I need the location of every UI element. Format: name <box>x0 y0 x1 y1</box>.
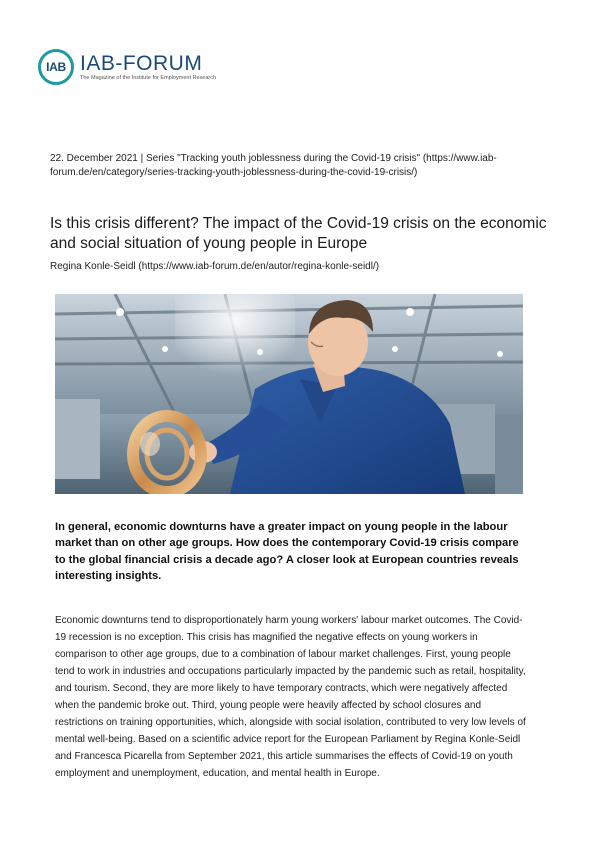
article-meta: 22. December 2021 | Series "Tracking youth joblessness during the Covid-19 crisis" (https://www.iab-forum.de/en/category/series-tracking-youth-joblessness-during-the-covid-19-crisis/) <box>50 153 497 178</box>
hero-image <box>55 294 523 494</box>
article-lead: In general, economic downturns have a greater impact on young people in the labour market than on other age groups. How does the contemporary Covid-19 crisis compare to the global financial crisis a decade ago? A closer look at European countries reveals interesting insights. <box>55 521 519 583</box>
logo-subtitle: The Magazine of the Institute for Employment Research <box>80 74 217 81</box>
iab-logo-icon <box>38 49 74 85</box>
hero-photo-illustration <box>55 294 523 494</box>
article-body: Economic downturns tend to disproportionately harm young workers' labour market outcomes. The Covid-19 recession is no exception. This crisis has magnified the negative effects on young workers in comparison to other age groups, due to a combination of labour market challenges. First, young people tend to work in industries and occupations particularly impacted by the pandemic such as retail, hospitality, and tourism. Second, they are more likely to have temporary contracts, which were negatively affected when the pandemic broke out. Third, young people were heavily affected by school closures and restrictions on training opportunities, which, alongside with social isolation, contributed to very low levels of mental well-being. Based on a scientific advice report for the European Parliament by Regina Konle-Seidl and Francesca Picarella from September 2021, this article summarises the effects of Covid-19 on youth employment and unemployment, education, and mental health in Europe. <box>55 615 526 779</box>
article-title: Is this crisis different? The impact of the Covid-19 crisis on the economic and social situation of young people in Europe <box>50 215 547 252</box>
logo-text <box>80 53 216 82</box>
article-author: Regina Konle-Seidl (https://www.iab-forum.de/en/autor/regina-konle-seidl/) <box>50 261 380 272</box>
iab-forum-logo[interactable] <box>38 49 216 85</box>
logo-title: IAB-FORUM <box>80 51 203 75</box>
logo-abbr: IAB <box>46 60 66 74</box>
